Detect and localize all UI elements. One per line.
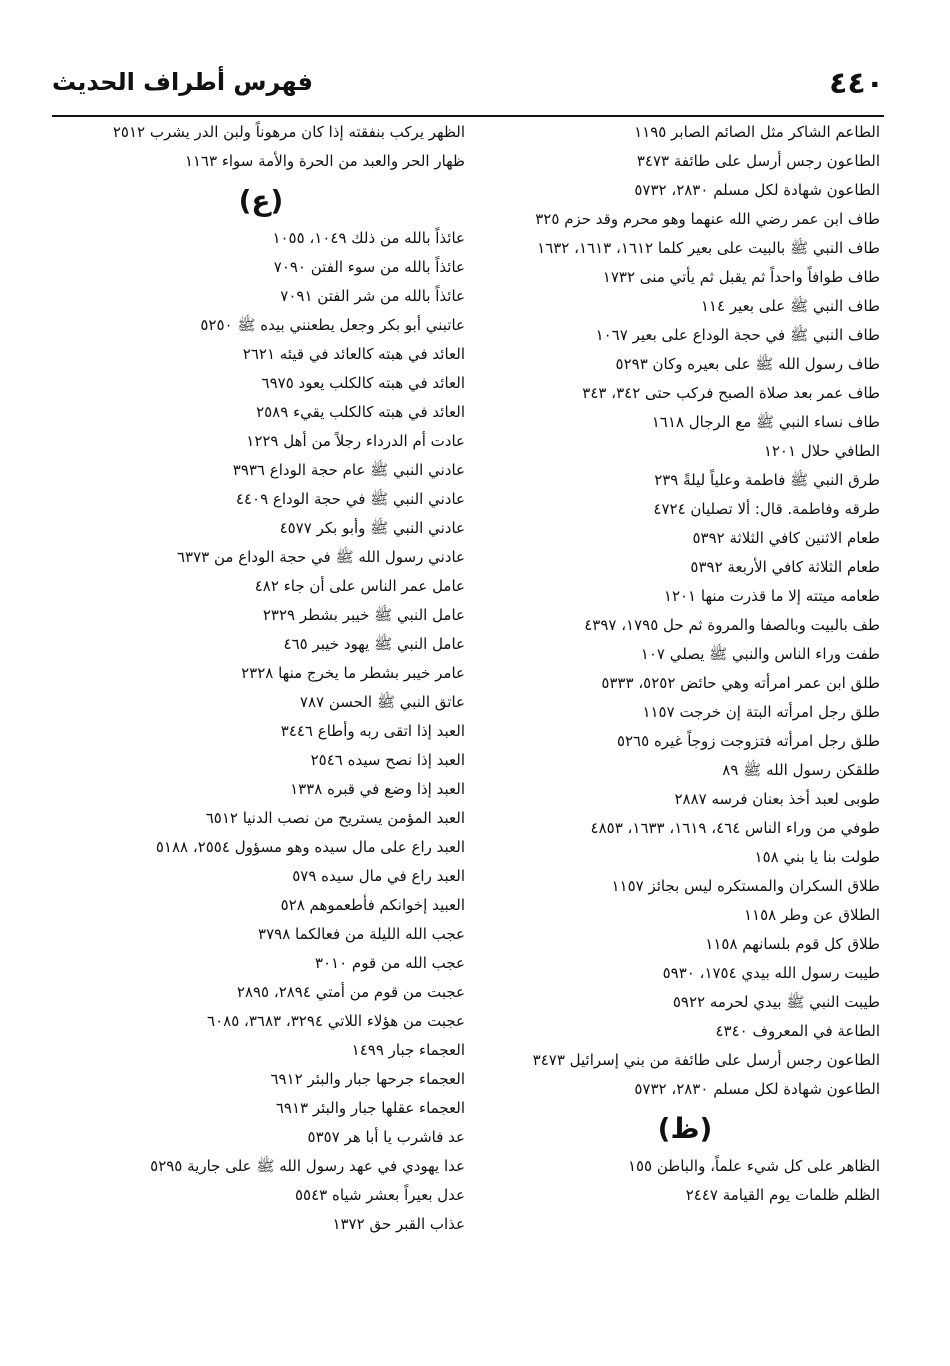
index-entry: عدا يهودي في عهد رسول الله ﷺ على جارية ٥٢٩٥	[150, 1157, 465, 1175]
index-entry: طف بالبيت وبالصفا والمروة ثم حل ١٧٩٥، ٤٣٩٧	[584, 616, 880, 634]
index-entry: العائد في هبته كالعائد في قيئه ٢٦٢١	[242, 345, 465, 363]
index-entry: طلق رجل امرأته فتزوجت زوجاً غيره ٥٢٦٥	[616, 732, 880, 750]
index-entry: العبد إذا وضع في قبره ١٣٣٨	[290, 780, 465, 798]
index-entry: عائذاً بالله من ذلك ١٠٤٩، ١٠٥٥	[272, 229, 465, 247]
index-entry: طعام الثلاثة كافي الأربعة ٥٣٩٢	[690, 558, 880, 576]
index-entry: عجبت من قوم من أمتي ٢٨٩٤، ٢٨٩٥	[236, 983, 465, 1001]
index-entry: الطاعون شهادة لكل مسلم ٢٨٣٠، ٥٧٣٢	[634, 1080, 880, 1098]
index-entry: عادني رسول الله ﷺ في حجة الوداع من ٦٣٧٣	[177, 548, 465, 566]
index-entry: العبد راع على مال سيده وهو مسؤول ٢٥٥٤، ٥١٨٨	[155, 838, 465, 856]
index-entry: عائذاً بالله من شر الفتن ٧٠٩١	[280, 287, 465, 305]
index-entry: عادت أم الدرداء رجلاً من أهل ١٢٢٩	[246, 432, 465, 450]
index-entry: العجماء جبار ١٤٩٩	[351, 1041, 465, 1059]
index-entry: الطلاق عن وطر ١١٥٨	[744, 906, 880, 924]
index-entry: الطاعم الشاكر مثل الصائم الصابر ١١٩٥	[634, 123, 880, 141]
index-entry: ظهار الحر والعبد من الحرة والأمة سواء ١١٦٣	[184, 152, 465, 170]
index-entry: طاف نساء النبي ﷺ مع الرجال ١٦١٨	[651, 413, 880, 431]
index-entry: طعامه ميتته إلا ما قذرت منها ١٢٠١	[663, 587, 880, 605]
index-entry: طاف رسول الله ﷺ على بعيره وكان ٥٢٩٣	[615, 355, 880, 373]
index-entry: عامل النبي ﷺ يهود خيبر ٤٦٥	[283, 635, 465, 653]
index-entry: طلاق كل قوم بلسانهم ١١٥٨	[705, 935, 880, 953]
index-entry: العجماء جرحها جبار والبئر ٦٩١٢	[270, 1070, 465, 1088]
index-entry: العجماء عقلها جبار والبئر ٦٩١٣	[275, 1099, 465, 1117]
index-entry: عدل بعيراً بعشر شياه ٥٥٤٣	[294, 1186, 465, 1204]
index-entry: عاتق النبي ﷺ الحسن ٧٨٧	[299, 693, 465, 711]
index-entry: الطاعون شهادة لكل مسلم ٢٨٣٠، ٥٧٣٢	[634, 181, 880, 199]
index-entry: طلق ابن عمر امرأته وهي حائض ٥٢٥٢، ٥٣٣٣	[601, 674, 880, 692]
index-entry: الطافي حلال ١٢٠١	[763, 442, 880, 460]
index-entry: العبد المؤمن يستريح من نصب الدنيا ٦٥١٢	[205, 809, 465, 827]
index-entry: عامر خيبر بشطر ما يخرج منها ٢٣٢٨	[241, 664, 465, 682]
index-entry: الطاعون رجس أرسل على طائفة من بني إسرائيل ٣٤٧٣	[532, 1051, 880, 1069]
index-entry: عجبت من هؤلاء اللاتي ٣٢٩٤، ٣٦٨٣، ٦٠٨٥	[207, 1012, 465, 1030]
index-entry: العائد في هبته كالكلب يعود ٦٩٧٥	[261, 374, 465, 392]
index-entry: العائد في هبته كالكلب يقيء ٢٥٨٩	[256, 403, 465, 421]
index-entry: طولت بنا يا بني ١٥٨	[754, 848, 880, 866]
index-entry: عامل عمر الناس على أن جاء ٤٨٢	[254, 577, 465, 595]
index-entry: عد فاشرب يا أبا هر ٥٣٥٧	[307, 1128, 465, 1146]
index-entry: طلقكن رسول الله ﷺ ٨٩	[722, 761, 880, 779]
index-entry: طفت وراء الناس والنبي ﷺ يصلي ١٠٧	[640, 645, 880, 663]
index-entry: طلق رجل امرأته البتة إن خرجت ١١٥٧	[642, 703, 880, 721]
index-entry: العبد راع في مال سيده ٥٧٩	[292, 867, 465, 885]
index-entry: طاف النبي ﷺ على بعير ١١٤	[700, 297, 880, 315]
running-title: فهرس أطراف الحديث	[52, 68, 313, 96]
index-entry: طاف طوافاً واحداً ثم يقبل ثم يأتي منى ١٧٣٢	[602, 268, 880, 286]
index-entry: طاف النبي ﷺ في حجة الوداع على بعير ١٠٦٧	[595, 326, 880, 344]
section-letter: (ع)	[238, 184, 284, 217]
index-entry: عادني النبي ﷺ في حجة الوداع ٤٤٠٩	[235, 490, 465, 508]
index-entry: طعام الاثنين كافي الثلاثة ٥٣٩٢	[692, 529, 880, 547]
index-entry: طاف عمر بعد صلاة الصبح فركب حتى ٣٤٢، ٣٤٣	[582, 384, 880, 402]
index-entry: العبيد إخوانكم فأطعموهم ٥٢٨	[280, 896, 465, 914]
index-entry: العبد إذا نصح سيده ٢٥٤٦	[310, 751, 465, 769]
index-entry: عائذاً بالله من سوء الفتن ٧٠٩٠	[273, 258, 465, 276]
index-entry: عادني النبي ﷺ وأبو بكر ٤٥٧٧	[279, 519, 465, 537]
index-entry: طوفي من وراء الناس ٤٦٤، ١٦١٩، ١٦٣٣، ٤٨٥٣	[590, 819, 880, 837]
right-column	[490, 118, 880, 1210]
index-entry: الظهر يركب بنفقته إذا كان مرهوناً ولبن الدر يشرب ٢٥١٢	[112, 123, 465, 141]
index-entry: طاف النبي ﷺ بالبيت على بعير كلما ١٦١٢، ١٦١٣، ١٦٣٢	[537, 239, 880, 257]
index-entry: عاتبني أبو بكر وجعل يطعنني بيده ﷺ ٥٢٥٠	[200, 316, 465, 334]
index-entry: طيبت النبي ﷺ بيدي لحرمه ٥٩٢٢	[672, 993, 880, 1011]
index-entry: الطاعون رجس أرسل على طائفة ٣٤٧٣	[636, 152, 880, 170]
index-entry: عجب الله الليلة من فعالكما ٣٧٩٨	[258, 925, 465, 943]
index-entry: طرق النبي ﷺ فاطمة وعلياً ليلةً ٢٣٩	[654, 471, 880, 489]
index-entry: الظلم ظلمات يوم القيامة ٢٤٤٧	[685, 1186, 880, 1204]
index-entry: طرقه وفاطمة. قال: ألا تصليان ٤٧٢٤	[653, 500, 880, 518]
index-entry: طوبى لعبد أخذ بعنان فرسه ٢٨٨٧	[674, 790, 880, 808]
index-entry: عادني النبي ﷺ عام حجة الوداع ٣٩٣٦	[232, 461, 465, 479]
index-entry: عامل النبي ﷺ خيبر بشطر ٢٣٢٩	[262, 606, 465, 624]
index-entry: طلاق السكران والمستكره ليس بجائز ١١٥٧	[611, 877, 880, 895]
index-entry: الطاعة في المعروف ٤٣٤٠	[715, 1022, 880, 1040]
header-rule	[52, 115, 884, 117]
index-entry: العبد إذا اتقى ربه وأطاع ٣٤٤٦	[280, 722, 465, 740]
index-entry: الظاهر على كل شيء علماً، والباطن ١٥٥	[627, 1157, 880, 1175]
index-entry: طيبت رسول الله بيدي ١٧٥٤، ٥٩٣٠	[662, 964, 880, 982]
index-entry: طاف ابن عمر رضي الله عنهما وهو محرم وقد حزم ٣٢٥	[535, 210, 880, 228]
page-number: ٤٤٠	[829, 66, 884, 101]
index-entry: عجب الله من قوم ٣٠١٠	[314, 954, 465, 972]
left-column	[57, 118, 465, 1239]
section-letter: (ظ)	[657, 1112, 713, 1145]
page-header	[52, 64, 884, 114]
index-entry: عذاب القبر حق ١٣٧٢	[332, 1215, 465, 1233]
